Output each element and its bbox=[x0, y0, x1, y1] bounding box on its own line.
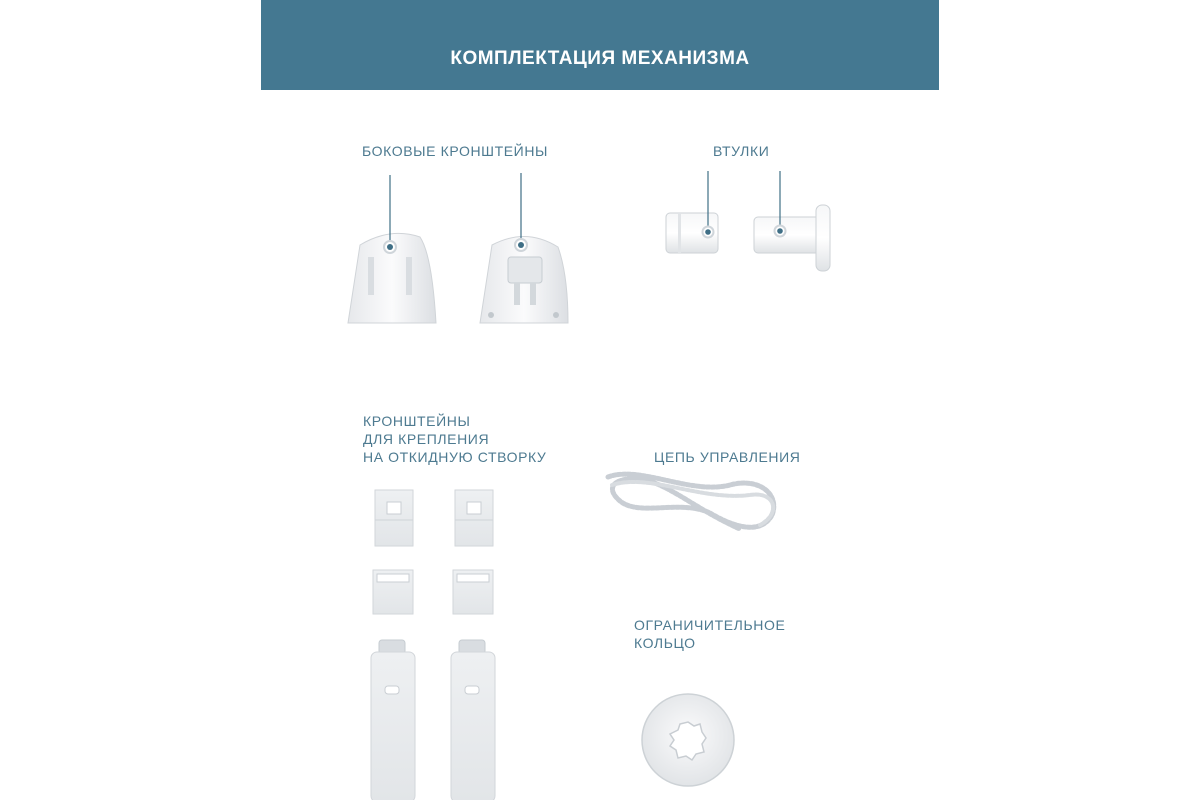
sash-brackets-image bbox=[355, 480, 525, 800]
screw-hole bbox=[488, 312, 494, 318]
sash-brackets-label-line-2: ДЛЯ КРЕПЛЕНИЯ bbox=[363, 431, 490, 447]
bracket-socket bbox=[508, 257, 542, 283]
sash-hook-right bbox=[451, 640, 495, 800]
bracket-rib bbox=[530, 283, 536, 305]
page-title: КОМПЛЕКТАЦИЯ МЕХАНИЗМА bbox=[450, 48, 750, 69]
limit-ring-label-line-1: ОГРАНИЧИТЕЛЬНОЕ bbox=[634, 617, 786, 633]
sash-pad-left bbox=[373, 570, 413, 614]
side-brackets-image bbox=[330, 165, 590, 335]
callout-dot bbox=[518, 242, 524, 248]
bushing-right-flange bbox=[816, 205, 830, 271]
callout-dot bbox=[777, 228, 783, 234]
bushings-label: ВТУЛКИ bbox=[713, 143, 770, 159]
sash-hook-left bbox=[371, 640, 415, 800]
sash-brackets-label-line-1: КРОНШТЕЙНЫ bbox=[363, 413, 471, 429]
callout-dot bbox=[705, 229, 711, 235]
bracket-rib bbox=[514, 283, 520, 305]
sash-brackets-label bbox=[363, 412, 546, 466]
sash-pad-right bbox=[453, 570, 493, 614]
control-chain-image bbox=[600, 455, 790, 545]
limit-ring-label-line-2: КОЛЬЦО bbox=[634, 635, 696, 651]
side-brackets-label: БОКОВЫЕ КРОНШТЕЙНЫ bbox=[362, 143, 549, 159]
screw-hole bbox=[553, 312, 559, 318]
sash-clip-top-left bbox=[375, 490, 413, 546]
sash-clip-top-right bbox=[455, 490, 493, 546]
bushing-right-body bbox=[754, 217, 822, 253]
bracket-slot bbox=[406, 257, 412, 295]
header-banner bbox=[261, 0, 939, 90]
control-chain-label: ЦЕПЬ УПРАВЛЕНИЯ bbox=[654, 449, 801, 465]
bushings-image bbox=[660, 165, 840, 275]
callout-dot bbox=[387, 244, 393, 250]
bushing-seam bbox=[678, 213, 681, 253]
sash-brackets-label-line-3: НА ОТКИДНУЮ СТВОРКУ bbox=[363, 449, 547, 465]
limit-ring-label bbox=[634, 616, 785, 652]
limit-ring-image bbox=[636, 688, 740, 792]
bracket-slot bbox=[368, 257, 374, 295]
